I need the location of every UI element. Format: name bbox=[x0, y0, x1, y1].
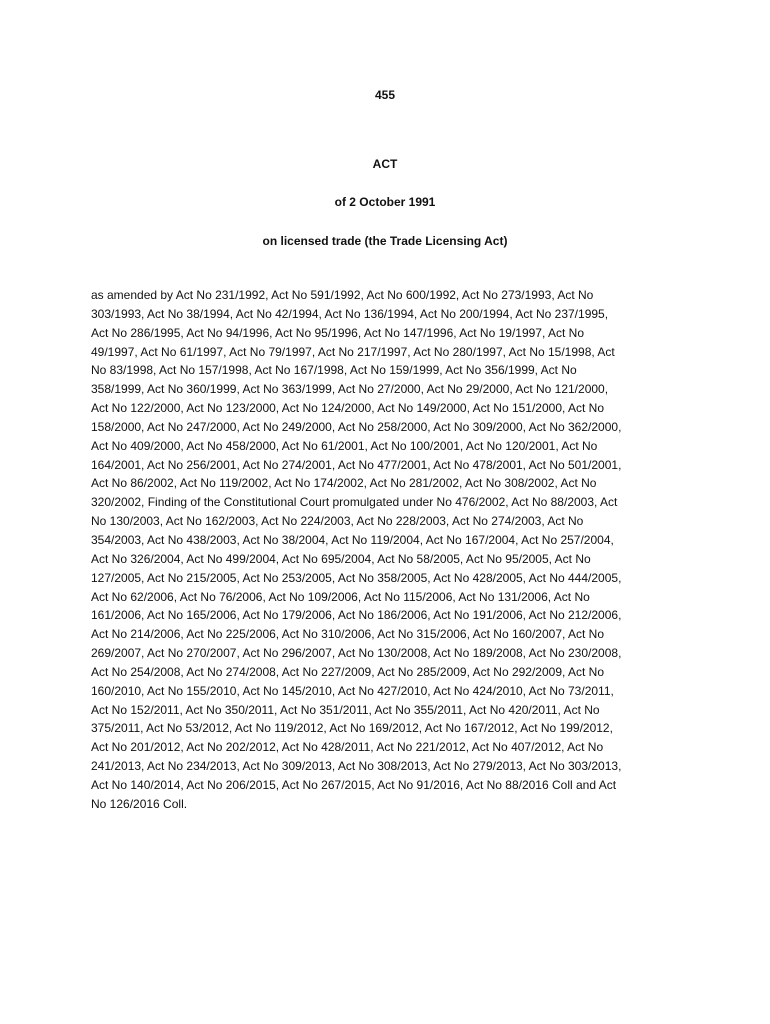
amendment-line: 375/2011, Act No 53/2012, Act No 119/2012, Act No 169/2012, Act No 167/2012, Act No 199/2012, bbox=[91, 721, 613, 736]
amendment-line: Act No 122/2000, Act No 123/2000, Act No 124/2000, Act No 149/2000, Act No 151/2000, Act No bbox=[91, 401, 605, 416]
amendment-line: Act No 140/2014, Act No 206/2015, Act No 267/2015, Act No 91/2016, Act No 88/2016 Coll and Act bbox=[91, 777, 617, 792]
amendment-line: 127/2005, Act No 215/2005, Act No 253/2005, Act No 358/2005, Act No 428/2005, Act No 444/2005, bbox=[91, 570, 622, 585]
amendment-line: Act No 86/2002, Act No 119/2002, Act No 174/2002, Act No 281/2002, Act No 308/2002, Act No bbox=[91, 476, 597, 491]
amendment-line: No 83/1998, Act No 157/1998, Act No 167/1998, Act No 159/1999, Act No 356/1999, Act No bbox=[91, 363, 577, 378]
amendment-line: Act No 152/2011, Act No 350/2011, Act No 351/2011, Act No 355/2011, Act No 420/2011, Act No bbox=[91, 702, 600, 717]
amendment-line: 320/2002, Finding of the Constitutional Court promulgated under No 476/2002, Act No 88/2003, Act bbox=[91, 495, 618, 510]
amendment-line: 241/2013, Act No 234/2013, Act No 309/2013, Act No 308/2013, Act No 279/2013, Act No 303/2013, bbox=[91, 759, 622, 774]
document-type-heading: ACT bbox=[372, 157, 398, 171]
amendment-line: Act No 214/2006, Act No 225/2006, Act No 310/2006, Act No 315/2006, Act No 160/2007, Act No bbox=[91, 627, 605, 642]
amendment-line: 158/2000, Act No 247/2000, Act No 249/2000, Act No 258/2000, Act No 309/2000, Act No 362/2000, bbox=[91, 419, 622, 434]
amendment-line: 303/1993, Act No 38/1994, Act No 42/1994, Act No 136/1994, Act No 200/1994, Act No 237/1995, bbox=[91, 306, 609, 321]
amendment-line: Act No 326/2004, Act No 499/2004, Act No 695/2004, Act No 58/2005, Act No 95/2005, Act No bbox=[91, 551, 591, 566]
amendment-line: Act No 201/2012, Act No 202/2012, Act No 428/2011, Act No 221/2012, Act No 407/2012, Act No bbox=[91, 740, 604, 755]
amendment-line: 160/2010, Act No 155/2010, Act No 145/2010, Act No 427/2010, Act No 424/2010, Act No 73/2011, bbox=[91, 683, 614, 698]
amendment-line: 354/2003, Act No 438/2003, Act No 38/2004, Act No 119/2004, Act No 167/2004, Act No 257/2004, bbox=[91, 532, 614, 547]
document-number: 455 bbox=[374, 88, 396, 102]
document-title: on licensed trade (the Trade Licensing Act) bbox=[262, 234, 508, 248]
amendment-line: Act No 409/2000, Act No 458/2000, Act No 61/2001, Act No 100/2001, Act No 120/2001, Act No bbox=[91, 438, 598, 453]
amendment-line: 161/2006, Act No 165/2006, Act No 179/2006, Act No 186/2006, Act No 191/2006, Act No 212/2006, bbox=[91, 608, 622, 623]
document-date: of 2 October 1991 bbox=[334, 195, 436, 209]
amendment-line: No 126/2016 Coll. bbox=[91, 796, 188, 811]
amendment-line: Act No 62/2006, Act No 76/2006, Act No 109/2006, Act No 115/2006, Act No 131/2006, Act No bbox=[91, 589, 590, 604]
amendment-line: 358/1999, Act No 360/1999, Act No 363/1999, Act No 27/2000, Act No 29/2000, Act No 121/2000, bbox=[91, 382, 609, 397]
amendment-line: 269/2007, Act No 270/2007, Act No 296/2007, Act No 130/2008, Act No 189/2008, Act No 230/2008, bbox=[91, 646, 622, 661]
amendment-line: as amended by Act No 231/1992, Act No 591/1992, Act No 600/1992, Act No 273/1993, Act No bbox=[91, 288, 594, 302]
amendment-line: Act No 254/2008, Act No 274/2008, Act No 227/2009, Act No 285/2009, Act No 292/2009, Act No bbox=[91, 664, 605, 679]
amendment-line: No 130/2003, Act No 162/2003, Act No 224/2003, Act No 228/2003, Act No 274/2003, Act No bbox=[91, 514, 584, 529]
amendment-line: Act No 286/1995, Act No 94/1996, Act No 95/1996, Act No 147/1996, Act No 19/1997, Act No bbox=[91, 325, 585, 340]
amendment-line: 164/2001, Act No 256/2001, Act No 274/2001, Act No 477/2001, Act No 478/2001, Act No 501/2001, bbox=[91, 457, 622, 472]
amendment-line: 49/1997, Act No 61/1997, Act No 79/1997, Act No 217/1997, Act No 280/1997, Act No 15/1998, Act bbox=[91, 344, 615, 359]
amendments-paragraph bbox=[91, 286, 681, 814]
